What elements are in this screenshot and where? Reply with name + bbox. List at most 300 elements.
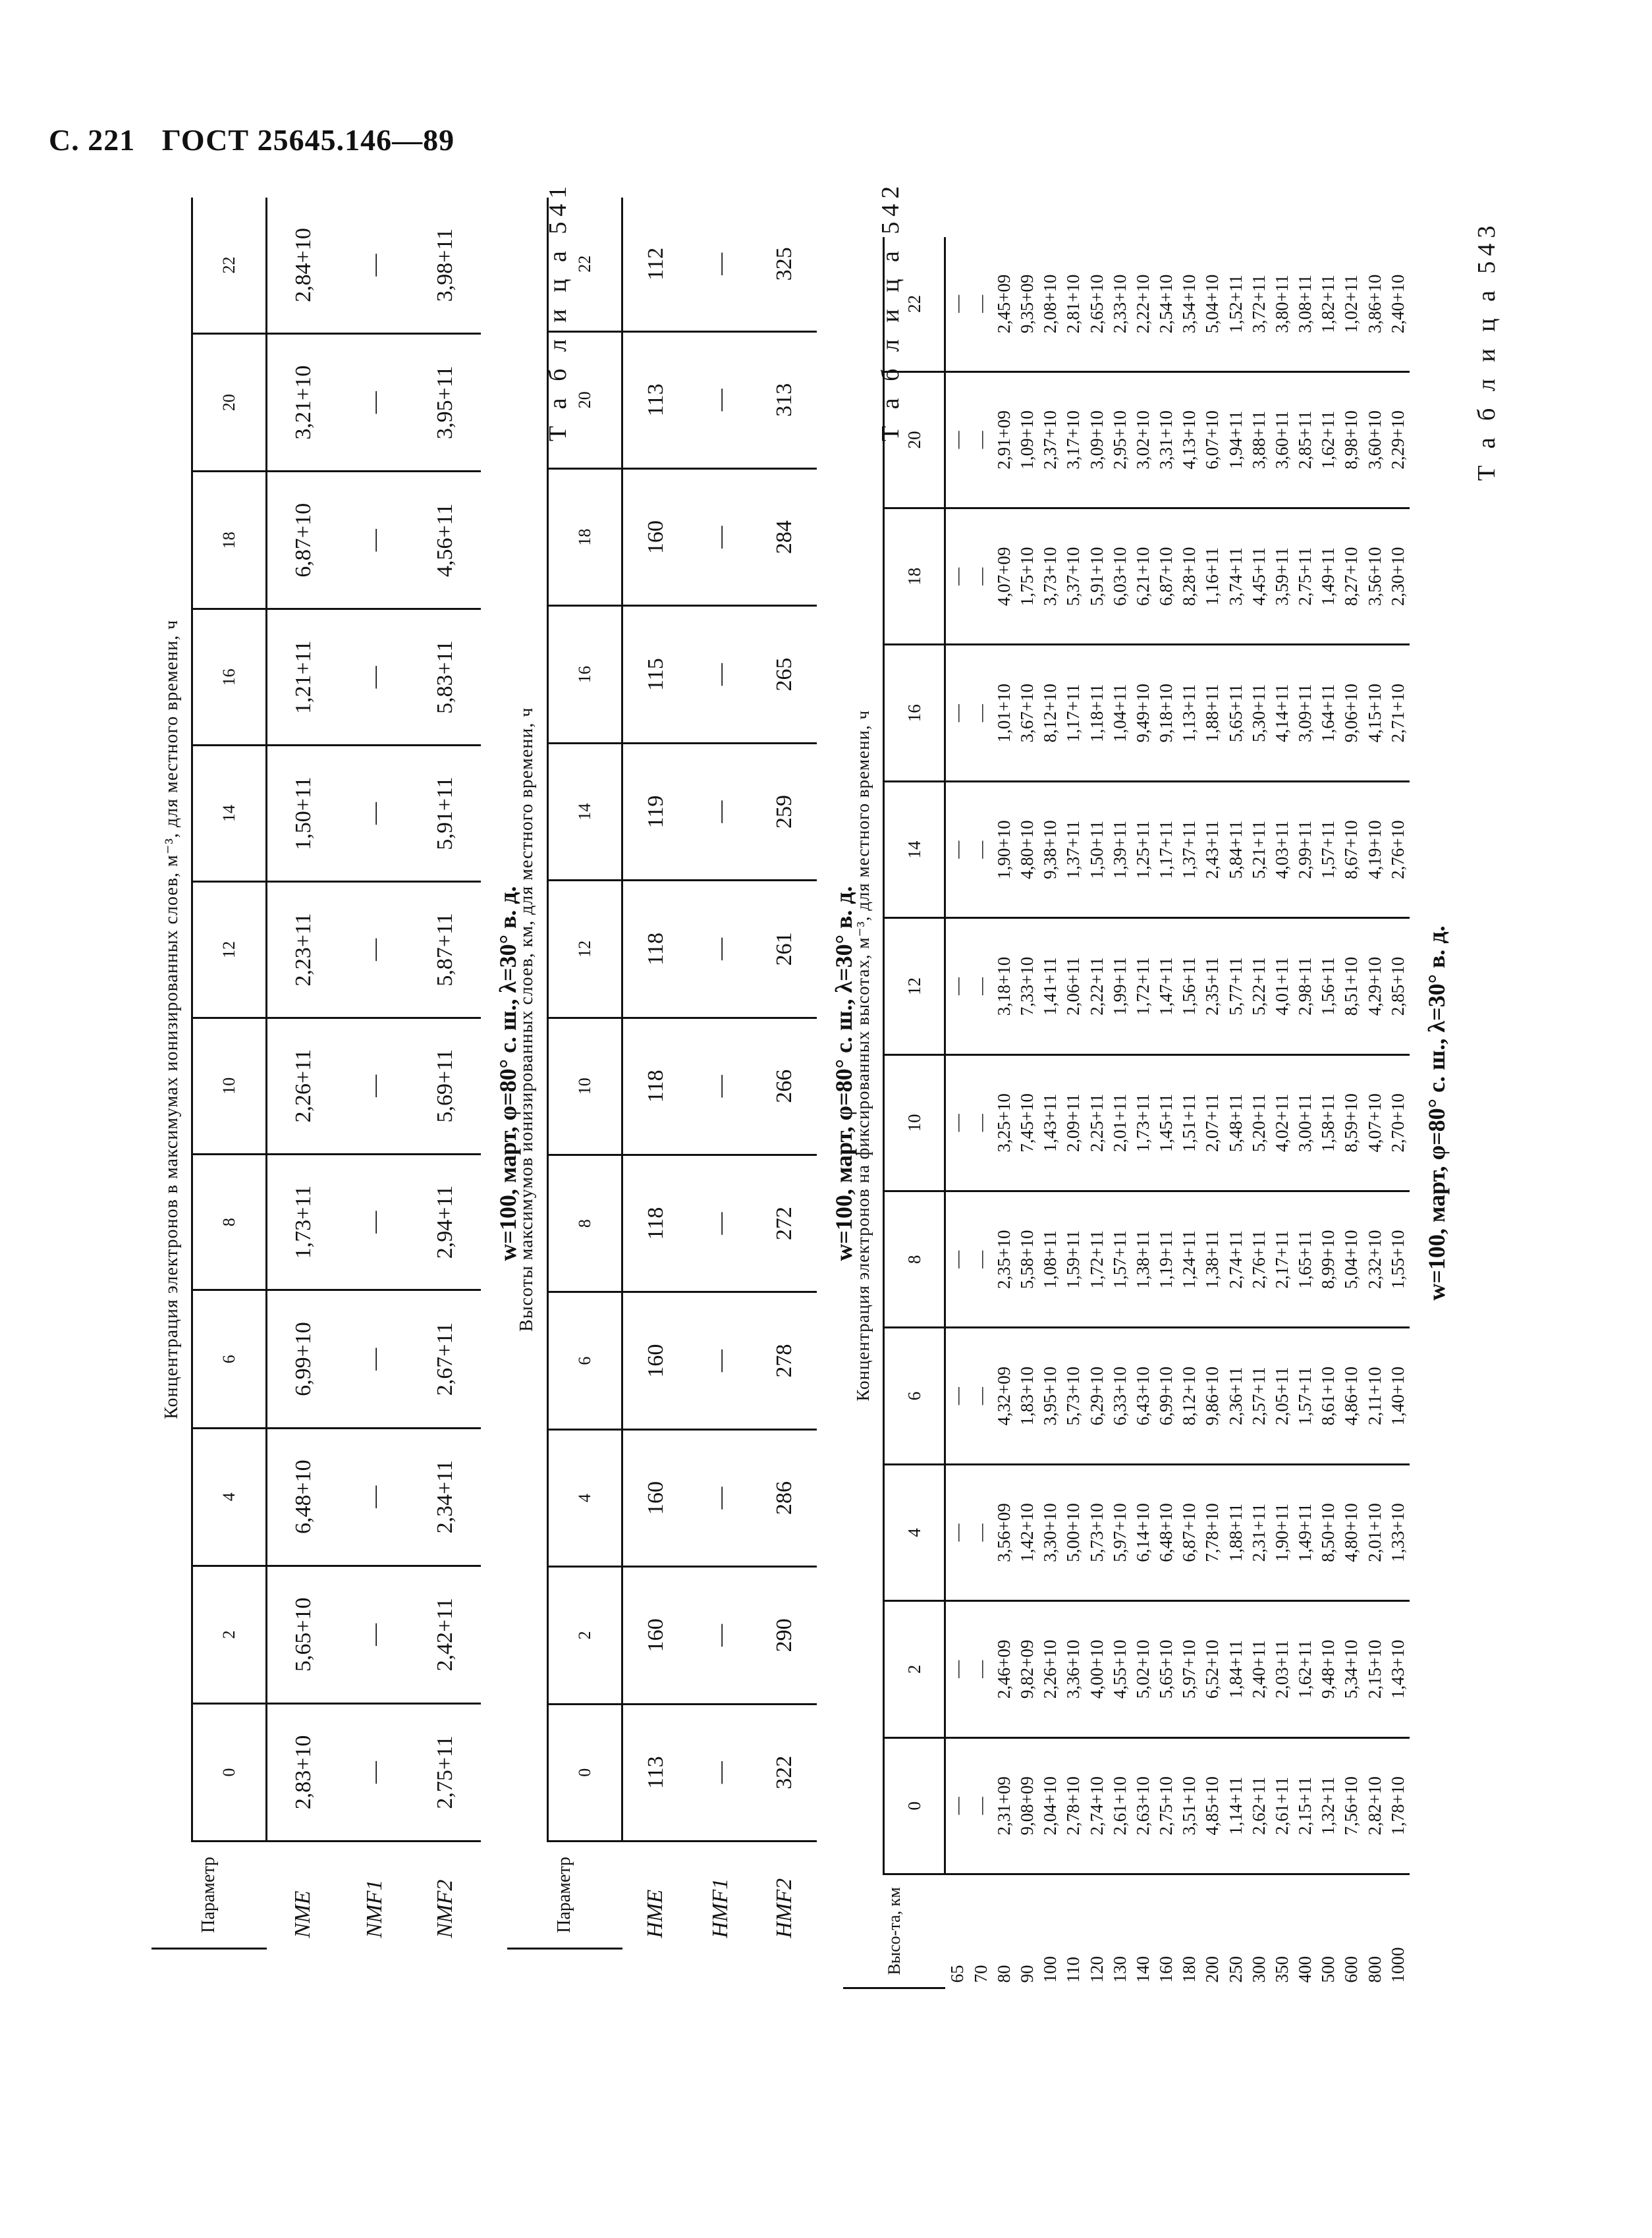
cell-value: 6,14+10: [1132, 1464, 1155, 1600]
cell-value: 3,56+09: [993, 1464, 1016, 1600]
cell-value: —: [340, 881, 410, 1018]
cell-value: 1,56+11: [1317, 918, 1340, 1054]
cell-value: 2,11+10: [1363, 1328, 1386, 1464]
table-row: [1039, 237, 1062, 1988]
hour-header-4: 4: [884, 1464, 945, 1600]
cell-value: 3,60+11: [1271, 371, 1294, 508]
cell-value: —: [689, 331, 753, 468]
height-value: 80: [994, 1965, 1014, 1983]
cell-value: 5,84+11: [1224, 781, 1247, 917]
hour-header-12: 12: [192, 881, 267, 1018]
cell-value: 9,48+10: [1317, 1601, 1340, 1737]
cell-value: 284: [753, 468, 817, 605]
hour-header-4: 4: [192, 1428, 267, 1566]
cell-value: 1,25+11: [1132, 781, 1155, 917]
cell-value: 2,67+11: [410, 1290, 481, 1428]
cell-value: 2,37+10: [1039, 371, 1062, 508]
cell-value: 325: [753, 198, 817, 331]
cell-value: 1,41+11: [1039, 918, 1062, 1054]
cell-value: 4,85+10: [1201, 1737, 1224, 1874]
cell-value: 1,83+10: [1016, 1328, 1039, 1464]
cell-value: —: [970, 1737, 993, 1874]
cell-value: —: [340, 1290, 410, 1428]
cell-value: 1,16+11: [1201, 508, 1224, 645]
hour-header-20: 20: [192, 334, 267, 472]
cell-value: —: [689, 1704, 753, 1841]
cell-value: 4,45+11: [1248, 508, 1271, 645]
cell-value: —: [689, 1429, 753, 1566]
table-541-condition: w=100, март, φ=80° с. ш., λ=30° в. д.: [495, 886, 521, 1261]
cell-value: 9,35+09: [1016, 237, 1039, 371]
cell-value: —: [970, 371, 993, 508]
height-value: 180: [1179, 1956, 1199, 1983]
hour-header-10: 10: [192, 1018, 267, 1154]
cell-value: 2,83+10: [267, 1703, 340, 1841]
cell-value: —: [689, 198, 753, 331]
cell-value: 1,40+10: [1387, 1328, 1410, 1464]
cell-value: 4,56+11: [410, 472, 481, 609]
cell-value: 5,04+10: [1340, 1191, 1363, 1328]
cell-value: 1,39+11: [1109, 781, 1132, 917]
table-543-label: Т а б л и ц а 543: [1473, 220, 1501, 481]
cell-value: 1,65+11: [1294, 1191, 1317, 1328]
cell-value: 2,40+10: [1387, 237, 1410, 371]
cell-value: 259: [753, 743, 817, 880]
cell-value: 6,48+10: [267, 1428, 340, 1566]
cell-value: 5,83+11: [410, 609, 481, 746]
cell-value: 265: [753, 606, 817, 743]
cell-value: —: [970, 1328, 993, 1464]
table-row: [993, 237, 1016, 1988]
cell-value: 2,01+11: [1109, 1054, 1132, 1191]
cell-value: 5,65+10: [267, 1566, 340, 1703]
cell-value: 1,62+11: [1317, 371, 1340, 508]
cell-value: 7,56+10: [1340, 1737, 1363, 1874]
cell-value: 2,75+10: [1155, 1737, 1178, 1874]
cell-value: 4,86+10: [1340, 1328, 1363, 1464]
cell-value: 5,58+10: [1016, 1191, 1039, 1328]
hour-header-2: 2: [192, 1566, 267, 1703]
table-541-grid: [151, 198, 481, 1950]
cell-value: 8,67+10: [1340, 781, 1363, 917]
cell-value: —: [340, 746, 410, 882]
cell-value: 2,07+11: [1201, 1054, 1224, 1191]
cell-value: 2,61+11: [1271, 1737, 1294, 1874]
cell-value: 3,18+10: [993, 918, 1016, 1054]
cell-value: 1,57+11: [1317, 781, 1340, 917]
height-value: 70: [970, 1965, 991, 1983]
cell-value: 113: [622, 1704, 689, 1841]
cell-value: 4,01+11: [1271, 918, 1294, 1054]
cell-value: —: [689, 606, 753, 743]
cell-value: 118: [622, 1018, 689, 1155]
cell-value: 7,33+10: [1016, 918, 1039, 1054]
cell-value: —: [689, 468, 753, 605]
cell-value: 5,77+11: [1224, 918, 1247, 1054]
cell-value: 9,18+10: [1155, 645, 1178, 781]
cell-value: 2,81+10: [1062, 237, 1085, 371]
cell-value: 5,37+10: [1062, 508, 1085, 645]
param-name: NMF2: [433, 1879, 458, 1938]
cell-value: —: [945, 918, 970, 1054]
cell-value: 290: [753, 1567, 817, 1704]
cell-value: 1,04+11: [1109, 645, 1132, 781]
cell-value: 1,14+11: [1224, 1737, 1247, 1874]
cell-value: 2,06+11: [1062, 918, 1085, 1054]
cell-value: 2,31+11: [1248, 1464, 1271, 1600]
cell-value: —: [689, 1155, 753, 1292]
cell-value: 3,25+10: [993, 1054, 1016, 1191]
cell-value: 4,13+10: [1178, 371, 1201, 508]
cell-value: 5,65+10: [1155, 1601, 1178, 1737]
cell-value: 313: [753, 331, 817, 468]
cell-value: 8,98+10: [1340, 371, 1363, 508]
cell-value: 3,60+10: [1363, 371, 1386, 508]
hour-header-8: 8: [192, 1154, 267, 1290]
cell-value: 3,08+11: [1294, 237, 1317, 371]
hour-header-20: 20: [548, 331, 622, 468]
cell-value: 1,49+11: [1317, 508, 1340, 645]
table-row: [1294, 237, 1317, 1988]
cell-value: 2,42+11: [410, 1566, 481, 1703]
cell-value: —: [689, 1292, 753, 1429]
cell-value: 1,38+11: [1201, 1191, 1224, 1328]
cell-value: 3,09+11: [1294, 645, 1317, 781]
hour-header-6: 6: [192, 1290, 267, 1428]
cell-value: 2,31+09: [993, 1737, 1016, 1874]
cell-value: 4,14+11: [1271, 645, 1294, 781]
cell-value: 7,78+10: [1201, 1464, 1224, 1600]
cell-value: 5,73+10: [1086, 1464, 1109, 1600]
cell-value: 2,26+10: [1039, 1601, 1062, 1737]
cell-value: 1,50+11: [267, 746, 340, 882]
cell-value: 6,99+10: [1155, 1328, 1178, 1464]
cell-value: —: [970, 1601, 993, 1737]
height-value: 600: [1341, 1956, 1362, 1983]
cell-value: 322: [753, 1704, 817, 1841]
cell-value: 1,57+11: [1294, 1328, 1317, 1464]
cell-value: 5,04+10: [1201, 237, 1224, 371]
cell-value: 4,07+10: [1363, 1054, 1386, 1191]
cell-value: 6,87+10: [1155, 508, 1178, 645]
hour-header-14: 14: [884, 781, 945, 917]
cell-value: 3,31+10: [1155, 371, 1178, 508]
cell-value: 3,56+10: [1363, 508, 1386, 645]
cell-value: —: [970, 781, 993, 917]
hour-header-0: 0: [548, 1704, 622, 1841]
cell-value: 1,50+11: [1086, 781, 1109, 917]
cell-value: —: [970, 645, 993, 781]
cell-value: 2,82+10: [1363, 1737, 1386, 1874]
cell-value: —: [970, 918, 993, 1054]
table-row: [1363, 237, 1386, 1988]
cell-value: 9,38+10: [1039, 781, 1062, 917]
cell-value: 5,48+11: [1224, 1054, 1247, 1191]
cell-value: 2,74+11: [1224, 1191, 1247, 1328]
cell-value: 4,29+10: [1363, 918, 1386, 1054]
cell-value: 266: [753, 1018, 817, 1155]
hour-header-8: 8: [884, 1191, 945, 1328]
table-row: [1340, 237, 1363, 1988]
cell-value: 6,48+10: [1155, 1464, 1178, 1600]
table-row: [1317, 237, 1340, 1988]
cell-value: 2,46+09: [993, 1601, 1016, 1737]
cell-value: 3,72+11: [1248, 237, 1271, 371]
cell-value: 3,86+10: [1363, 237, 1386, 371]
cell-value: 2,75+11: [1294, 508, 1317, 645]
cell-value: 1,58+11: [1317, 1054, 1340, 1191]
height-value: 160: [1156, 1956, 1176, 1983]
height-value: 250: [1225, 1956, 1246, 1983]
cell-value: 4,02+11: [1271, 1054, 1294, 1191]
cell-value: 6,43+10: [1132, 1328, 1155, 1464]
cell-value: 1,84+11: [1224, 1601, 1247, 1737]
cell-value: —: [340, 334, 410, 472]
table-row: [1109, 237, 1132, 1988]
table-row: [1016, 237, 1039, 1988]
cell-value: —: [689, 881, 753, 1018]
cell-value: 5,91+11: [410, 746, 481, 882]
cell-value: 2,85+10: [1387, 918, 1410, 1054]
cell-value: 112: [622, 198, 689, 331]
cell-value: 1,64+11: [1317, 645, 1340, 781]
cell-value: 3,88+11: [1248, 371, 1271, 508]
cell-value: 6,03+10: [1109, 508, 1132, 645]
cell-value: 118: [622, 1155, 689, 1292]
cell-value: 119: [622, 743, 689, 880]
cell-value: 1,37+11: [1062, 781, 1085, 917]
cell-value: 3,02+10: [1132, 371, 1155, 508]
table-row: [1248, 237, 1271, 1988]
cell-value: 3,59+11: [1271, 508, 1294, 645]
cell-value: 2,65+10: [1086, 237, 1109, 371]
hour-header-16: 16: [884, 645, 945, 781]
hour-header-16: 16: [192, 609, 267, 746]
cell-value: 1,08+11: [1039, 1191, 1062, 1328]
cell-value: 2,74+10: [1086, 1737, 1109, 1874]
height-value: 500: [1318, 1956, 1338, 1983]
cell-value: 3,09+10: [1086, 371, 1109, 508]
hour-header-10: 10: [884, 1054, 945, 1191]
cell-value: 1,75+10: [1016, 508, 1039, 645]
cell-value: 1,57+11: [1109, 1191, 1132, 1328]
cell-value: —: [340, 1703, 410, 1841]
param-header: Параметр: [507, 1842, 622, 1949]
cell-value: 8,50+10: [1317, 1464, 1340, 1600]
cell-value: 2,17+11: [1271, 1191, 1294, 1328]
hour-header-20: 20: [884, 371, 945, 508]
cell-value: 7,45+10: [1016, 1054, 1039, 1191]
cell-value: 160: [622, 468, 689, 605]
table-row: [1062, 237, 1085, 1988]
cell-value: 1,88+11: [1224, 1464, 1247, 1600]
table-row: [1155, 237, 1178, 1988]
height-value: 200: [1202, 1956, 1223, 1983]
hour-header-22: 22: [192, 198, 267, 334]
cell-value: 4,55+10: [1109, 1601, 1132, 1737]
cell-value: 5,20+11: [1248, 1054, 1271, 1191]
cell-value: 4,80+10: [1016, 781, 1039, 917]
table-row: [267, 198, 340, 1949]
span-header: Концентрация электронов в максимумах ионизированных слоев, м⁻³, для местного времени, ч: [151, 198, 192, 1842]
cell-value: 3,30+10: [1039, 1464, 1062, 1600]
cell-value: 1,17+11: [1062, 645, 1085, 781]
cell-value: 4,80+10: [1340, 1464, 1363, 1600]
cell-value: 6,99+10: [267, 1290, 340, 1428]
cell-value: 2,26+11: [267, 1018, 340, 1154]
cell-value: 2,23+11: [267, 881, 340, 1018]
cell-value: 2,94+11: [410, 1154, 481, 1290]
cell-value: 1,90+11: [1271, 1464, 1294, 1600]
cell-value: 8,12+10: [1039, 645, 1062, 781]
cell-value: 2,09+11: [1062, 1054, 1085, 1191]
cell-value: 1,90+10: [993, 781, 1016, 917]
cell-value: 3,54+10: [1178, 237, 1201, 371]
cell-value: —: [945, 1737, 970, 1874]
cell-value: 160: [622, 1429, 689, 1566]
param-name: NMF1: [362, 1879, 387, 1938]
hour-header-16: 16: [548, 606, 622, 743]
cell-value: 2,62+11: [1248, 1737, 1271, 1874]
table-543-grid: [843, 237, 1410, 1989]
cell-value: 2,76+11: [1248, 1191, 1271, 1328]
cell-value: 1,94+11: [1224, 371, 1247, 508]
cell-value: 2,70+10: [1387, 1054, 1410, 1191]
cell-value: 6,21+10: [1132, 508, 1155, 645]
cell-value: 8,28+10: [1178, 508, 1201, 645]
cell-value: 5,65+11: [1224, 645, 1247, 781]
cell-value: 2,61+10: [1109, 1737, 1132, 1874]
table-543: [843, 220, 1502, 1989]
table-541-label: Т а б л и ц а 541: [544, 180, 572, 441]
hour-header-12: 12: [884, 918, 945, 1054]
cell-value: 4,07+09: [993, 508, 1016, 645]
cell-value: 1,42+10: [1016, 1464, 1039, 1600]
cell-value: 6,87+10: [267, 472, 340, 609]
hour-header-22: 22: [884, 237, 945, 371]
cell-value: 1,24+11: [1178, 1191, 1201, 1328]
cell-value: 1,55+10: [1387, 1191, 1410, 1328]
cell-value: 3,51+10: [1178, 1737, 1201, 1874]
hour-header-2: 2: [548, 1567, 622, 1704]
cell-value: —: [689, 743, 753, 880]
cell-value: 6,87+10: [1178, 1464, 1201, 1600]
cell-value: 2,35+11: [1201, 918, 1224, 1054]
cell-value: 5,21+11: [1248, 781, 1271, 917]
param-name: HME: [643, 1889, 668, 1938]
cell-value: —: [970, 1191, 993, 1328]
cell-value: 1,72+11: [1132, 918, 1155, 1054]
table-542-condition: w=100, март, φ=80° с. ш., λ=30° в. д.: [831, 886, 857, 1261]
cell-value: 5,22+11: [1248, 918, 1271, 1054]
cell-value: 3,98+11: [410, 198, 481, 334]
hour-header-8: 8: [548, 1155, 622, 1292]
cell-value: 3,00+11: [1294, 1054, 1317, 1191]
cell-value: —: [970, 1054, 993, 1191]
cell-value: 8,59+10: [1340, 1054, 1363, 1191]
cell-value: —: [945, 1328, 970, 1464]
page-number: С. 221: [49, 123, 136, 157]
cell-value: 261: [753, 881, 817, 1018]
cell-value: —: [970, 508, 993, 645]
cell-value: 2,05+11: [1271, 1328, 1294, 1464]
cell-value: 5,97+10: [1178, 1601, 1201, 1737]
table-543-condition: w=100, март, φ=80° с. ш., λ=30° в. д.: [1423, 925, 1450, 1301]
table-542-grid: [507, 198, 817, 1950]
cell-value: 1,56+11: [1178, 918, 1201, 1054]
param-header: Параметр: [151, 1842, 267, 1949]
height-value: 400: [1295, 1956, 1315, 1983]
span-header: Высоты максимумов ионизированных слоев, км, для местного времени, ч: [507, 198, 548, 1842]
cell-value: 8,99+10: [1317, 1191, 1340, 1328]
cell-value: 2,01+10: [1363, 1464, 1386, 1600]
cell-value: —: [340, 1154, 410, 1290]
cell-value: —: [945, 781, 970, 917]
cell-value: 1,59+11: [1062, 1191, 1085, 1328]
cell-value: 1,19+11: [1155, 1191, 1178, 1328]
height-value: 65: [947, 1965, 967, 1983]
cell-value: 5,00+10: [1062, 1464, 1085, 1600]
height-value: 120: [1086, 1956, 1107, 1983]
cell-value: 2,34+11: [410, 1428, 481, 1566]
hour-header-14: 14: [548, 743, 622, 880]
cell-value: 5,73+10: [1062, 1328, 1085, 1464]
cell-value: 1,32+11: [1317, 1737, 1340, 1874]
cell-value: 9,49+10: [1132, 645, 1155, 781]
cell-value: 1,82+11: [1317, 237, 1340, 371]
cell-value: 2,95+10: [1109, 371, 1132, 508]
cell-value: 1,17+11: [1155, 781, 1178, 917]
cell-value: 286: [753, 1429, 817, 1566]
cell-value: 8,12+10: [1178, 1328, 1201, 1464]
cell-value: 9,82+09: [1016, 1601, 1039, 1737]
cell-value: —: [945, 1464, 970, 1600]
height-value: 350: [1271, 1956, 1292, 1983]
cell-value: 9,06+10: [1340, 645, 1363, 781]
table-row: [1178, 237, 1201, 1988]
hour-header-6: 6: [884, 1328, 945, 1464]
cell-value: 8,51+10: [1340, 918, 1363, 1054]
cell-value: 2,85+11: [1294, 371, 1317, 508]
cell-value: 1,09+10: [1016, 371, 1039, 508]
cell-value: —: [689, 1567, 753, 1704]
table-row: [970, 237, 993, 1988]
cell-value: 2,25+11: [1086, 1054, 1109, 1191]
table-row: [340, 198, 410, 1949]
cell-value: 1,51+11: [1178, 1054, 1201, 1191]
cell-value: 2,98+11: [1294, 918, 1317, 1054]
cell-value: 1,52+11: [1224, 237, 1247, 371]
table-row: [945, 237, 970, 1988]
hour-header-2: 2: [884, 1601, 945, 1737]
cell-value: 1,73+11: [267, 1154, 340, 1290]
cell-value: 2,78+10: [1062, 1737, 1085, 1874]
hour-header-22: 22: [548, 198, 622, 331]
page-header: [49, 123, 473, 157]
hour-header-10: 10: [548, 1018, 622, 1155]
cell-value: 5,91+10: [1086, 508, 1109, 645]
cell-value: 9,86+10: [1201, 1328, 1224, 1464]
cell-value: —: [340, 1428, 410, 1566]
hour-header-14: 14: [192, 746, 267, 882]
cell-value: —: [340, 1018, 410, 1154]
table-row: [1224, 237, 1247, 1988]
cell-value: 3,95+10: [1039, 1328, 1062, 1464]
cell-value: 160: [622, 1567, 689, 1704]
cell-value: 2,04+10: [1039, 1737, 1062, 1874]
cell-value: 2,75+11: [410, 1703, 481, 1841]
cell-value: —: [970, 1464, 993, 1600]
